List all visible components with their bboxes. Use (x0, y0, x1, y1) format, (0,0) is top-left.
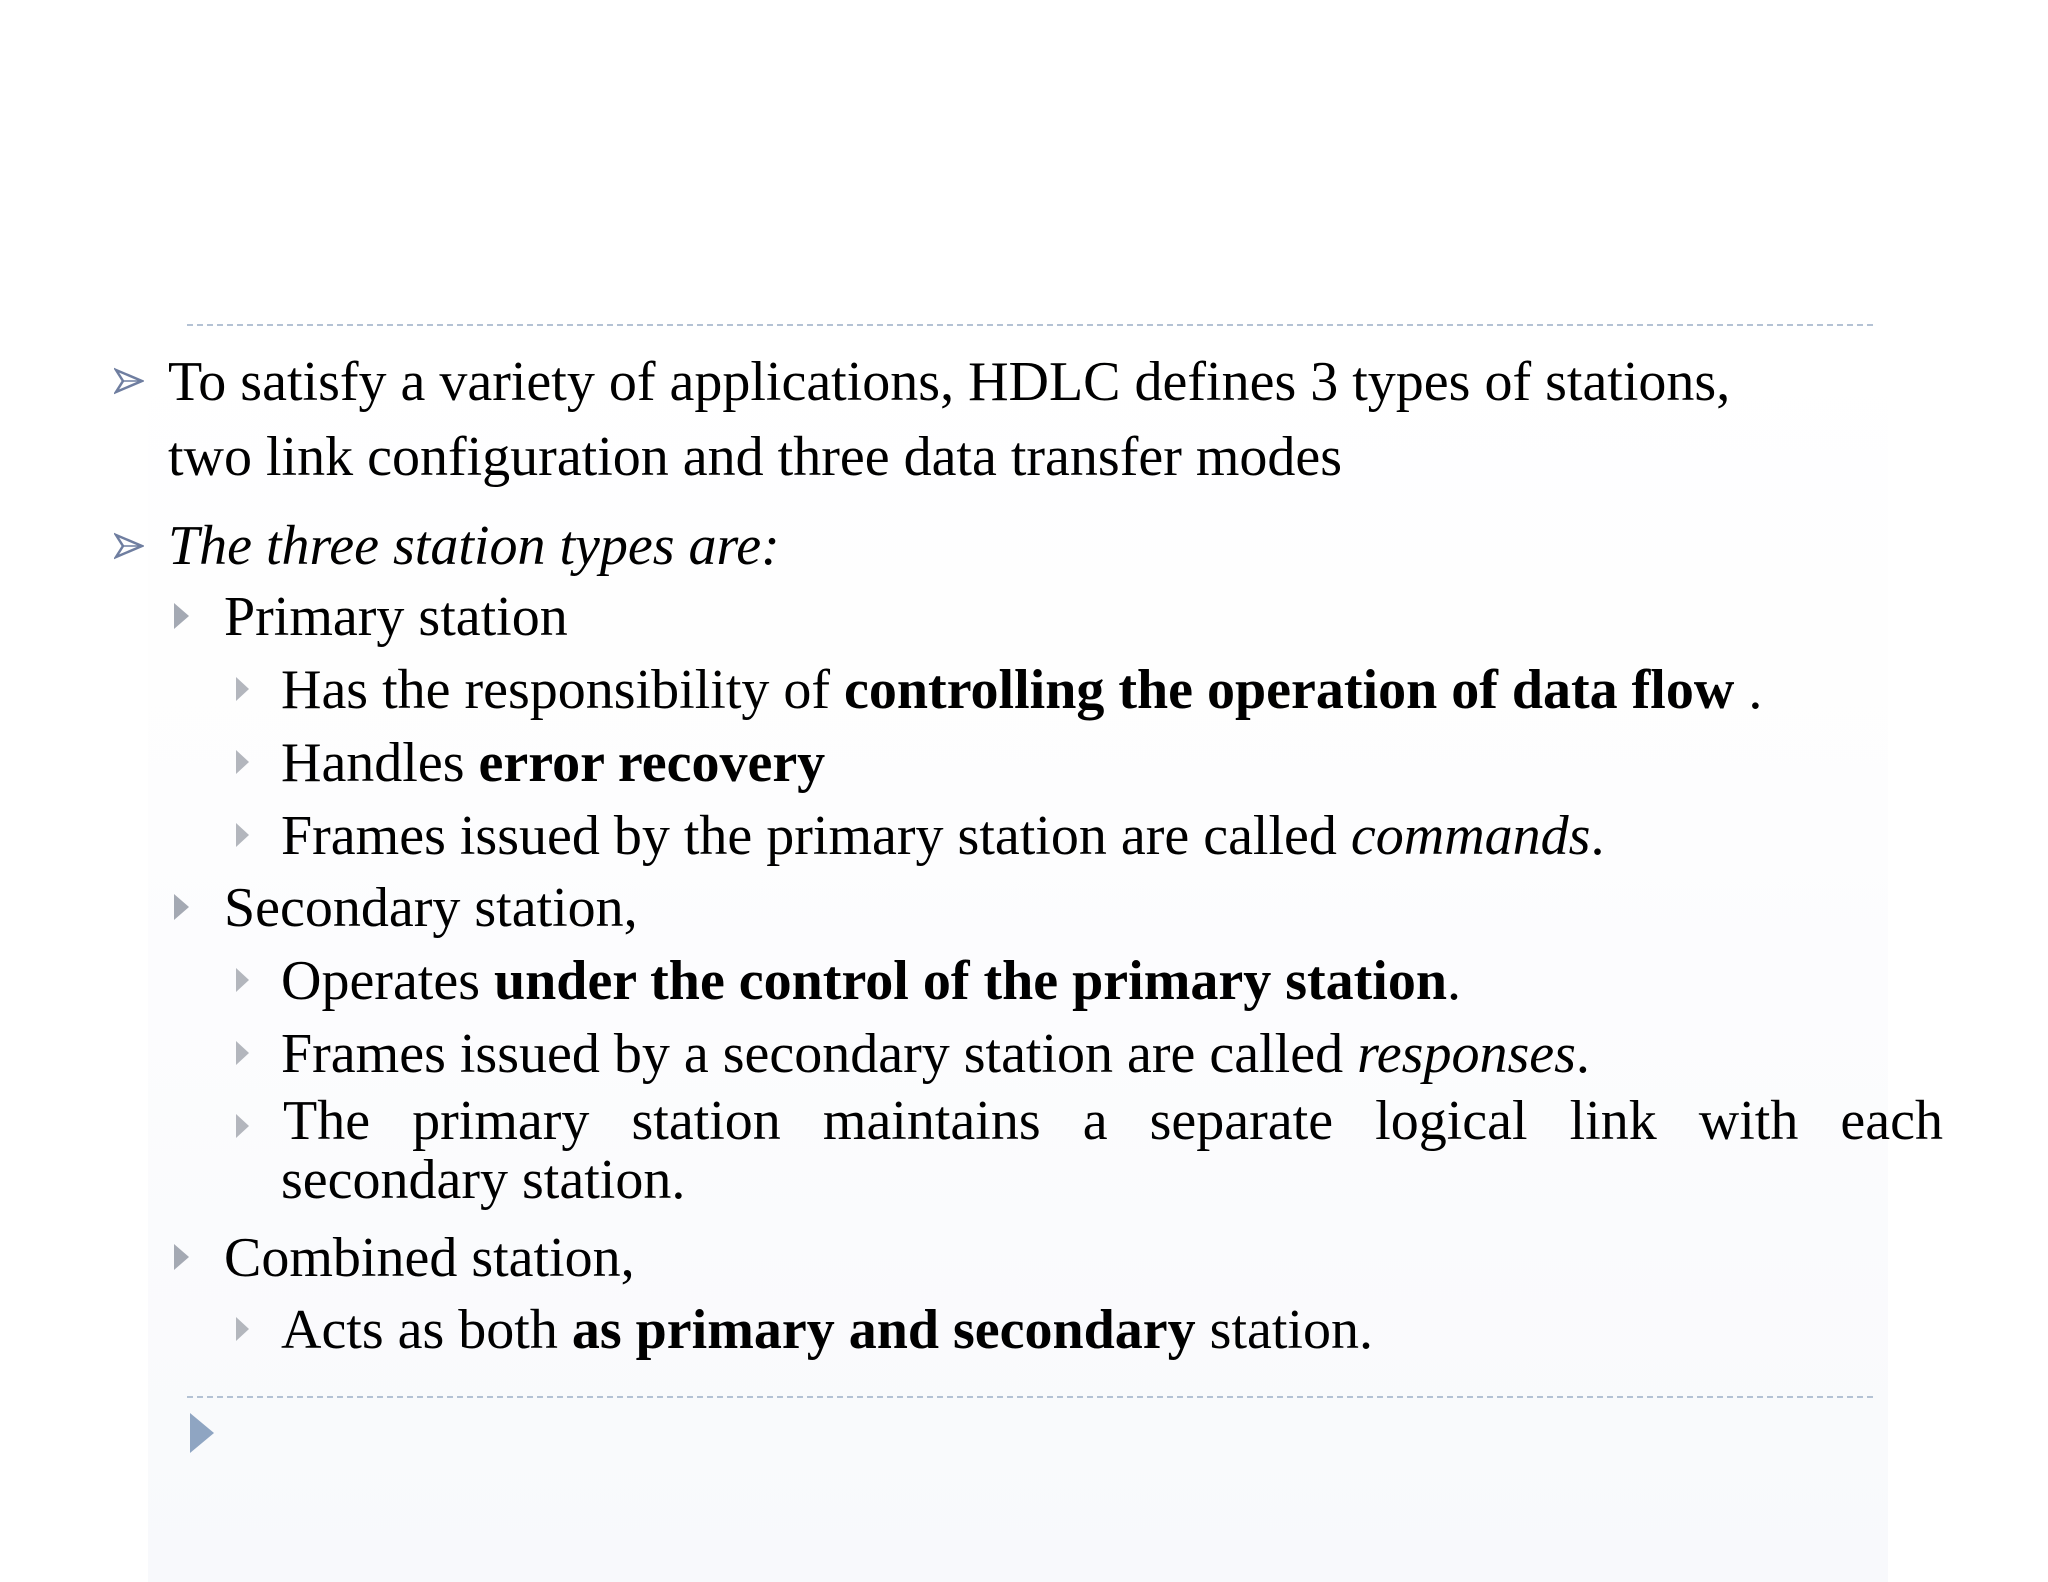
triangle-right-icon (236, 968, 249, 992)
bullet-station-types-heading: The three station types are: (168, 515, 780, 577)
triangle-right-icon (236, 823, 249, 847)
hollow-arrowhead-icon (114, 531, 144, 561)
secondary-item-logical-link-line-2: secondary station. (281, 1149, 686, 1211)
combined-item-both: Acts as both as primary and secondary station. (281, 1299, 1373, 1361)
primary-item-error-recovery: Handles error recovery (281, 732, 826, 794)
primary-item-commands: Frames issued by the primary station are called commands. (281, 805, 1605, 867)
bullet-stations-line-1: To satisfy a variety of applications, HDLC defines 3 types of stations, (168, 351, 1731, 413)
primary-item-responsibility: Has the responsibility of controlling the operation of data flow . (281, 659, 1763, 721)
footer-triangle-icon (190, 1413, 214, 1453)
triangle-right-icon (174, 894, 189, 920)
secondary-item-logical-link-line-1: The primary station maintains a separate logical link with each (283, 1090, 1943, 1152)
bullet-stations-line-2: two link configuration and three data transfer modes (168, 426, 1343, 488)
secondary-item-responses: Frames issued by a secondary station are called responses. (281, 1023, 1590, 1085)
triangle-right-icon (236, 1317, 249, 1341)
combined-station-label: Combined station, (224, 1227, 635, 1289)
triangle-right-icon (174, 603, 189, 629)
triangle-right-icon (236, 1114, 249, 1138)
triangle-right-icon (236, 677, 249, 701)
secondary-item-control: Operates under the control of the primary station. (281, 950, 1461, 1012)
triangle-right-icon (236, 1041, 249, 1065)
hollow-arrowhead-icon (114, 366, 144, 396)
triangle-right-icon (236, 750, 249, 774)
secondary-station-label: Secondary station, (224, 877, 638, 939)
triangle-right-icon (174, 1244, 189, 1270)
primary-station-label: Primary station (224, 586, 568, 648)
